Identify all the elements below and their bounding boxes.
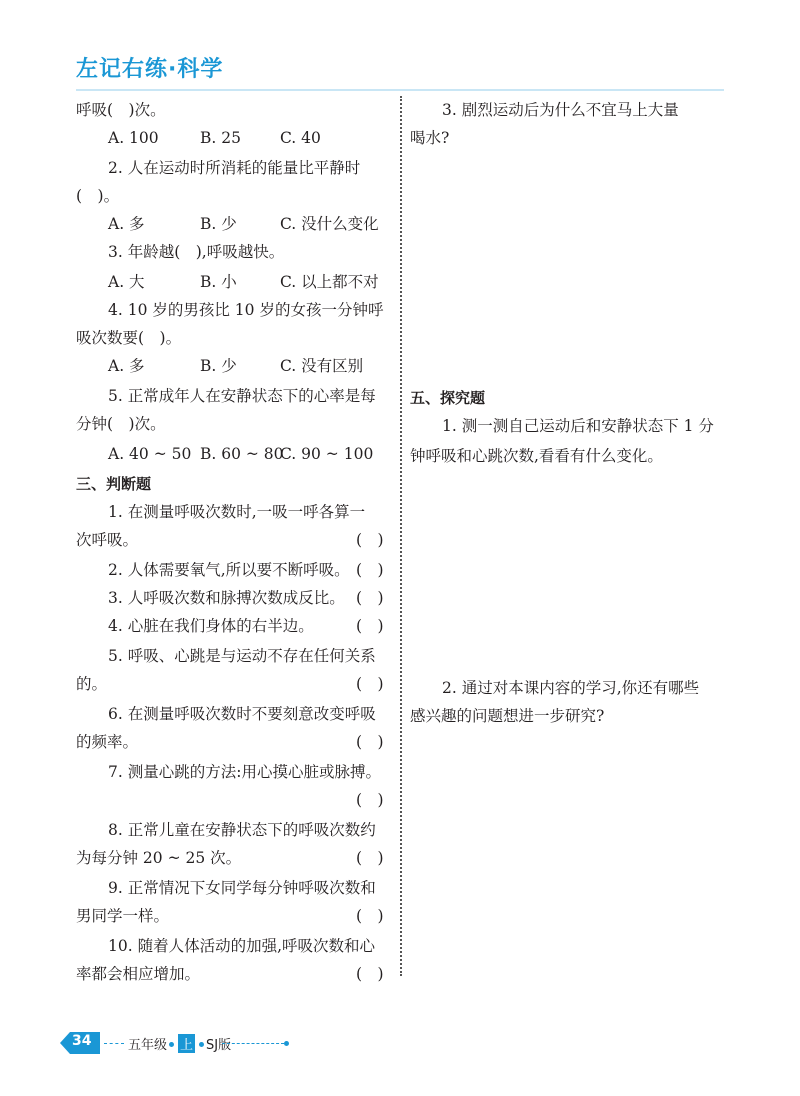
judge-6-answer-box[interactable]: ( ) — [356, 733, 384, 751]
column-divider — [400, 96, 402, 976]
inquiry-2-writing-area[interactable] — [410, 734, 724, 974]
judge-4-answer-box[interactable]: ( ) — [356, 617, 384, 635]
judge-10-answer-box[interactable]: ( ) — [356, 965, 384, 983]
inquiry-1-writing-area[interactable] — [410, 474, 724, 670]
judge-1-answer-box[interactable]: ( ) — [356, 531, 384, 549]
judge-5-answer-box[interactable]: ( ) — [356, 675, 384, 693]
judge-3-line1: 3. 人呼吸次数和脉搏次数成反比。 — [108, 589, 345, 607]
footer-grade: 五年级 — [128, 1038, 168, 1053]
inquiry-2-line1: 2. 通过对本课内容的学习,你还有哪些 — [442, 679, 700, 697]
q3-option-a[interactable]: A. 大 — [108, 273, 145, 291]
judge-10-line2: 率都会相应增加。 — [76, 965, 201, 983]
judge-8-line2: 为每分钟 20 ~ 25 次。 — [76, 849, 242, 867]
q4-option-c[interactable]: C. 没有区别 — [280, 357, 364, 375]
q3-line1: 3. 年龄越( ),呼吸越快。 — [108, 243, 285, 261]
q1-continuation: 呼吸( )次。 — [76, 101, 166, 119]
judge-10-line1: 10. 随着人体活动的加强,呼吸次数和心 — [108, 937, 376, 955]
judge-3-answer-box[interactable]: ( ) — [356, 589, 384, 607]
section-inquiry-heading: 五、探究题 — [410, 389, 486, 407]
q2-option-a[interactable]: A. 多 — [108, 215, 145, 233]
page-number: 34 — [72, 1033, 92, 1049]
q1-option-c[interactable]: C. 40 — [280, 129, 321, 147]
q1-option-b[interactable]: B. 25 — [200, 129, 241, 147]
judge-5-line2: 的。 — [76, 675, 108, 693]
judge-7-answer-box[interactable]: ( ) — [356, 791, 384, 809]
judge-6-line2: 的频率。 — [76, 733, 139, 751]
header-rule — [76, 89, 724, 91]
footer-grade-label — [128, 1034, 231, 1053]
q4-option-b[interactable]: B. 少 — [200, 357, 237, 375]
q4-options — [108, 356, 398, 376]
judge-2-line1: 2. 人体需要氧气,所以要不断呼吸。 — [108, 561, 350, 579]
footer-dash-left — [104, 1043, 124, 1044]
judge-9-answer-box[interactable]: ( ) — [356, 907, 384, 925]
q3-options — [108, 272, 398, 292]
judge-6-line1: 6. 在测量呼吸次数时不要刻意改变呼吸 — [108, 705, 376, 723]
q2-option-c[interactable]: C. 没什么变化 — [280, 215, 379, 233]
footer-dash-right — [222, 1043, 284, 1044]
judge-1-line2: 次呼吸。 — [76, 531, 139, 549]
inquiry-1-line1: 1. 测一测自己运动后和安静状态下 1 分 — [442, 417, 714, 435]
q2-line1: 2. 人在运动时所消耗的能量比平静时 — [108, 159, 361, 177]
q5-option-b[interactable]: B. 60 ~ 80 — [200, 445, 284, 463]
footer-edition: SJ版 — [206, 1038, 232, 1053]
short-answer-3-writing-area[interactable] — [410, 156, 724, 380]
judge-5-line1: 5. 呼吸、心跳是与运动不存在任何关系 — [108, 647, 376, 665]
q4-line2: 吸次数要( )。 — [76, 329, 182, 347]
q3-option-c[interactable]: C. 以上都不对 — [280, 273, 379, 291]
q5-line1: 5. 正常成年人在安静状态下的心率是每 — [108, 387, 376, 405]
q3-option-b[interactable]: B. 小 — [200, 273, 237, 291]
q2-line2: ( )。 — [76, 187, 120, 205]
inquiry-1-line2: 钟呼吸和心跳次数,看看有什么变化。 — [410, 447, 663, 465]
q4-line1: 4. 10 岁的男孩比 10 岁的女孩一分钟呼 — [108, 301, 384, 319]
footer-dot-icon — [169, 1042, 174, 1047]
q5-option-c[interactable]: C. 90 ~ 100 — [280, 445, 374, 463]
short-answer-3-line1: 3. 剧烈运动后为什么不宜马上大量 — [442, 101, 679, 119]
judge-1-line1: 1. 在测量呼吸次数时,一吸一呼各算一 — [108, 503, 366, 521]
judge-9-line2: 男同学一样。 — [76, 907, 170, 925]
q2-options — [108, 214, 398, 234]
short-answer-3-line2: 喝水? — [410, 129, 450, 147]
page-header-title: 左记右练·科学 — [76, 57, 224, 82]
footer-end-dot-icon — [284, 1041, 289, 1046]
q2-option-b[interactable]: B. 少 — [200, 215, 237, 233]
judge-4-line1: 4. 心脏在我们身体的右半边。 — [108, 617, 314, 635]
judge-7-line1: 7. 测量心跳的方法:用心摸心脏或脉搏。 — [108, 763, 381, 781]
footer-dot-icon — [199, 1042, 204, 1047]
inquiry-2-line2: 感兴趣的问题想进一步研究? — [410, 707, 605, 725]
q1-option-a[interactable]: A. 100 — [108, 129, 159, 147]
q5-option-a[interactable]: A. 40 ~ 50 — [108, 445, 192, 463]
section-judgement-heading: 三、判断题 — [76, 475, 152, 493]
footer-semester: 上 — [178, 1034, 195, 1053]
judge-2-answer-box[interactable]: ( ) — [356, 561, 384, 579]
q5-options — [108, 444, 398, 464]
q1-options — [108, 128, 398, 148]
judge-9-line1: 9. 正常情况下女同学每分钟呼吸次数和 — [108, 879, 376, 897]
q4-option-a[interactable]: A. 多 — [108, 357, 145, 375]
q5-line2: 分钟( )次。 — [76, 415, 166, 433]
judge-8-line1: 8. 正常儿童在安静状态下的呼吸次数约 — [108, 821, 376, 839]
judge-8-answer-box[interactable]: ( ) — [356, 849, 384, 867]
